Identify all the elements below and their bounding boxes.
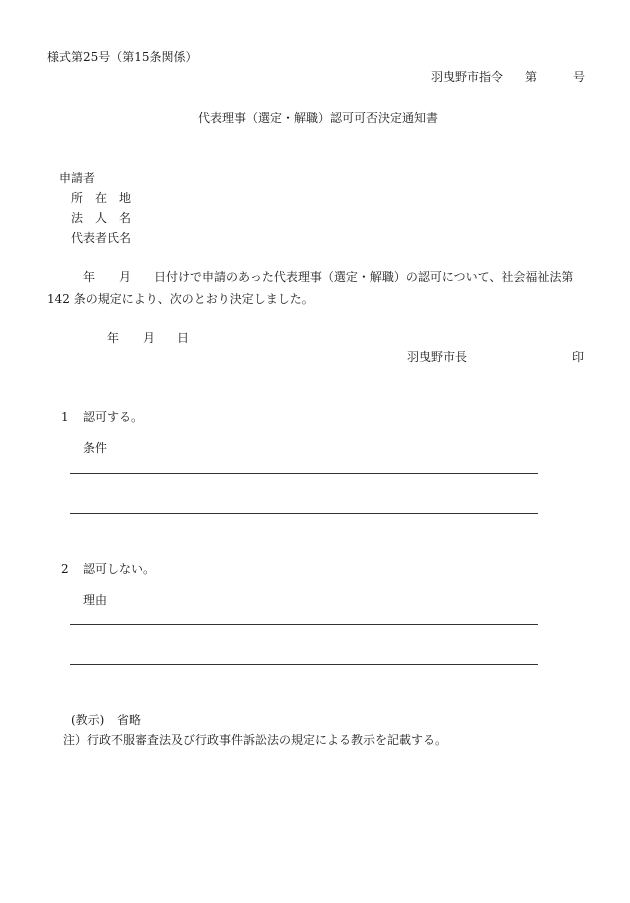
date-day: 日 [177,331,190,345]
option1-number: 1 [61,410,69,424]
date-month: 月 [143,331,156,345]
conditions-label: 条件 [83,441,108,455]
body-month: 月 [119,270,132,284]
mayor-title: 羽曳野市長 [407,350,468,364]
footnote: 注）行政不服審査法及び行政事件訴訟法の規定による教示を記載する。 [63,733,448,747]
option1-label: 認可する。 [83,410,144,424]
body-text: 日付けで申請のあった代表理事（選定・解職）の認可について、社会福祉法第 142 条の規定により、次のとおり決定しました。 [47,270,574,306]
notice-number-go: 号 [573,70,586,84]
conditions-line-2 [70,513,538,514]
form-number: 様式第25号（第15条関係） [47,50,198,64]
reason-line-1 [70,624,538,625]
conditions-line-1 [70,473,538,474]
reason-line-2 [70,664,538,665]
representative-name-label: 代表者氏名 [71,231,132,245]
date-year: 年 [107,331,120,345]
document-title: 代表理事（選定・解職）認可可否決定通知書 [198,111,439,125]
address-label: 所 在 地 [71,191,132,205]
instruction-label: (教示) [71,713,105,727]
seal-mark: 印 [572,350,585,364]
body-year: 年 [83,270,96,284]
notice-number-dai: 第 [525,70,538,84]
corporation-name-label: 法 人 名 [71,211,132,225]
notice-number-prefix: 羽曳野市指令 [431,70,504,84]
option2-number: 2 [61,562,69,576]
option2-label: 認可しない。 [83,562,156,576]
applicant-heading: 申請者 [59,171,96,185]
reason-label: 理由 [83,593,108,607]
instruction-value: 省略 [117,713,142,727]
